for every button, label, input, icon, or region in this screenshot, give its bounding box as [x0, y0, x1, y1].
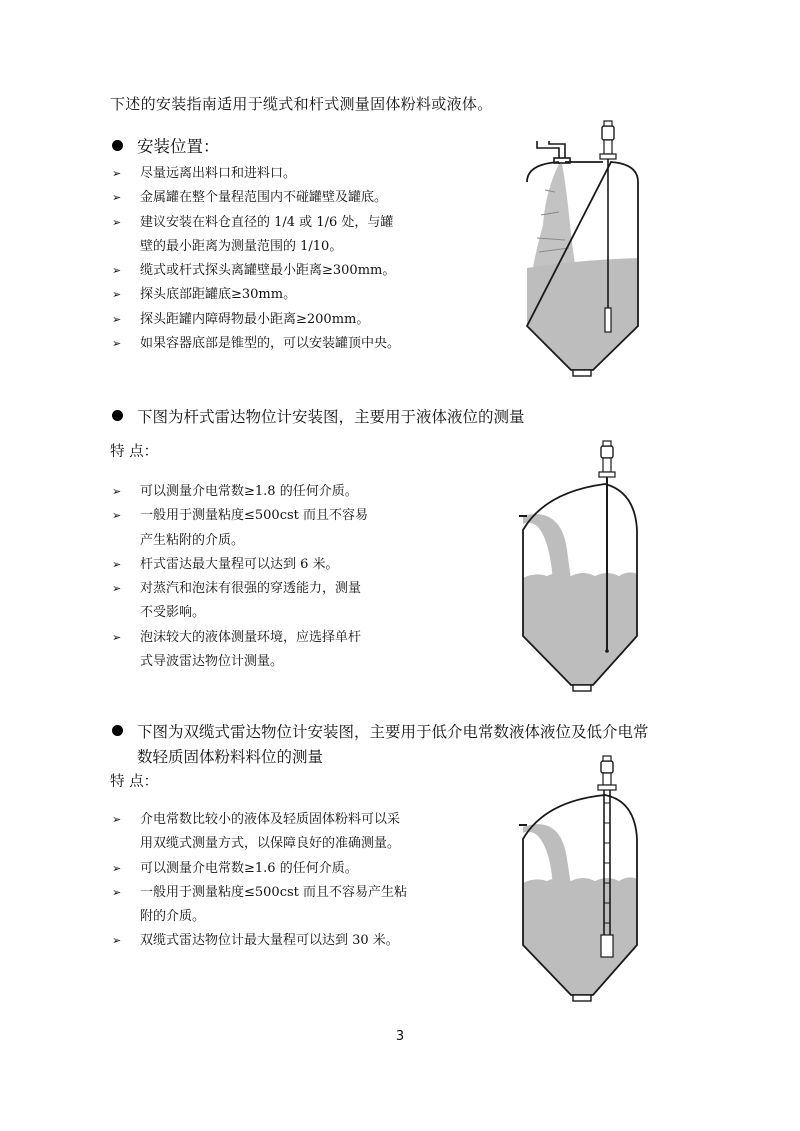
list-item-text-continued: 产生粘附的介质。 — [140, 532, 245, 548]
list-item-text: 尽量远离出料口和进料口。 — [140, 166, 297, 181]
list-item — [112, 881, 407, 930]
silo-diagram-cable — [515, 120, 655, 380]
bullet-dot-icon — [112, 410, 123, 421]
list-item-text: 如果容器底部是锥型的，可以安装罐顶中央。 — [140, 336, 401, 352]
list-item — [112, 553, 368, 577]
arrow-bullet-icon: ➢ — [112, 167, 122, 180]
list-item — [112, 162, 400, 186]
arrow-bullet-icon: ➢ — [112, 582, 122, 596]
arrow-bullet-icon: ➢ — [112, 337, 122, 351]
list-item-text: 金属罐在整个量程范围内不碰罐壁及罐底。 — [140, 190, 388, 206]
section1-heading — [112, 133, 220, 157]
list-item — [112, 929, 407, 953]
list-item-text: 泡沫较大的液体测量环境，应选择单杆 — [140, 629, 362, 645]
list-item — [112, 332, 400, 356]
list-item-text: 可以测量介电常数≥1.8 的任何介质。 — [140, 484, 358, 499]
list-item — [112, 211, 400, 260]
list-item — [112, 626, 368, 675]
arrow-bullet-icon: ➢ — [112, 288, 122, 302]
bullet-dot-icon — [112, 140, 123, 151]
arrow-bullet-icon: ➢ — [112, 485, 122, 498]
list-item-text-continued: 用双缆式测量方式，以保障良好的准确测量。 — [140, 836, 401, 852]
section3-label: 特 点： — [110, 774, 159, 790]
section2-heading-text: 下图为杆式雷达物位计安装图，主要用于液体液位的测量 — [137, 408, 525, 426]
page-number: 3 — [395, 1029, 405, 1044]
list-item-text: 建议安装在料仓直径的 1/4 或 1/6 处，与罐 — [140, 214, 394, 230]
arrow-bullet-icon: ➢ — [112, 191, 122, 205]
list-item — [112, 808, 407, 857]
list-item — [112, 308, 400, 332]
tank-diagram-twin-cable — [515, 755, 655, 1015]
list-item-text-continued: 壁的最小距离为测量范围的 1/10。 — [140, 238, 343, 254]
list-item-text: 双缆式雷达物位计最大量程可以达到 30 米。 — [140, 933, 399, 949]
arrow-bullet-icon: ➢ — [112, 264, 122, 278]
section2-label: 特 点： — [110, 444, 159, 460]
section1-list — [112, 162, 400, 356]
arrow-bullet-icon: ➢ — [112, 215, 122, 229]
section2-list — [112, 480, 368, 674]
section3-heading-line2: 数轻质固体粉料料位的测量 — [137, 748, 324, 766]
list-item-text: 介电常数比较小的液体及轻质固体粉料可以采 — [140, 812, 401, 827]
list-item-text: 缆式或杆式探头离罐壁最小距离≥300mm。 — [140, 263, 396, 279]
list-item-text-continued: 不受影响。 — [140, 605, 206, 621]
arrow-bullet-icon: ➢ — [112, 509, 122, 523]
arrow-bullet-icon: ➢ — [112, 861, 122, 875]
list-item — [112, 283, 400, 307]
list-item — [112, 577, 368, 626]
tank-diagram-rod — [515, 440, 655, 700]
section3-heading-line1: 下图为双缆式雷达物位计安装图，主要用于低介电常数液体液位及低介电常 — [137, 723, 649, 741]
arrow-bullet-icon: ➢ — [112, 630, 122, 644]
arrow-bullet-icon: ➢ — [112, 312, 122, 326]
list-item-text-continued: 附的介质。 — [140, 909, 206, 925]
list-item-text: 探头底部距罐底≥30mm。 — [140, 287, 297, 303]
list-item-text: 一般用于测量粘度≤500cst 而且不容易产生粘 — [140, 884, 408, 900]
list-item-text: 一般用于测量粘度≤500cst 而且不容易 — [140, 508, 369, 524]
list-item — [112, 186, 400, 210]
list-item-text: 对蒸汽和泡沫有很强的穿透能力，测量 — [140, 581, 362, 597]
section3-heading — [112, 720, 649, 742]
list-item — [112, 857, 407, 881]
intro-text: 下述的安装指南适用于缆式和杆式测量固体粉料或液体。 — [110, 95, 493, 113]
list-item-text-continued: 式导波雷达物位计测量。 — [140, 654, 284, 670]
section3-list — [112, 808, 407, 954]
arrow-bullet-icon: ➢ — [112, 557, 122, 571]
list-item-text: 杆式雷达最大量程可以达到 6 米。 — [140, 556, 339, 572]
arrow-bullet-icon: ➢ — [112, 813, 122, 826]
list-item-text: 可以测量介电常数≥1.6 的任何介质。 — [140, 860, 358, 876]
section2-heading — [112, 405, 525, 427]
list-item — [112, 480, 368, 504]
list-item — [112, 504, 368, 553]
bullet-dot-icon — [112, 725, 123, 736]
section1-heading-text: 安装位置： — [137, 137, 220, 156]
arrow-bullet-icon: ➢ — [112, 885, 122, 899]
list-item-text: 探头距罐内障碍物最小距离≥200mm。 — [140, 311, 370, 327]
list-item — [112, 259, 400, 283]
arrow-bullet-icon: ➢ — [112, 934, 122, 948]
